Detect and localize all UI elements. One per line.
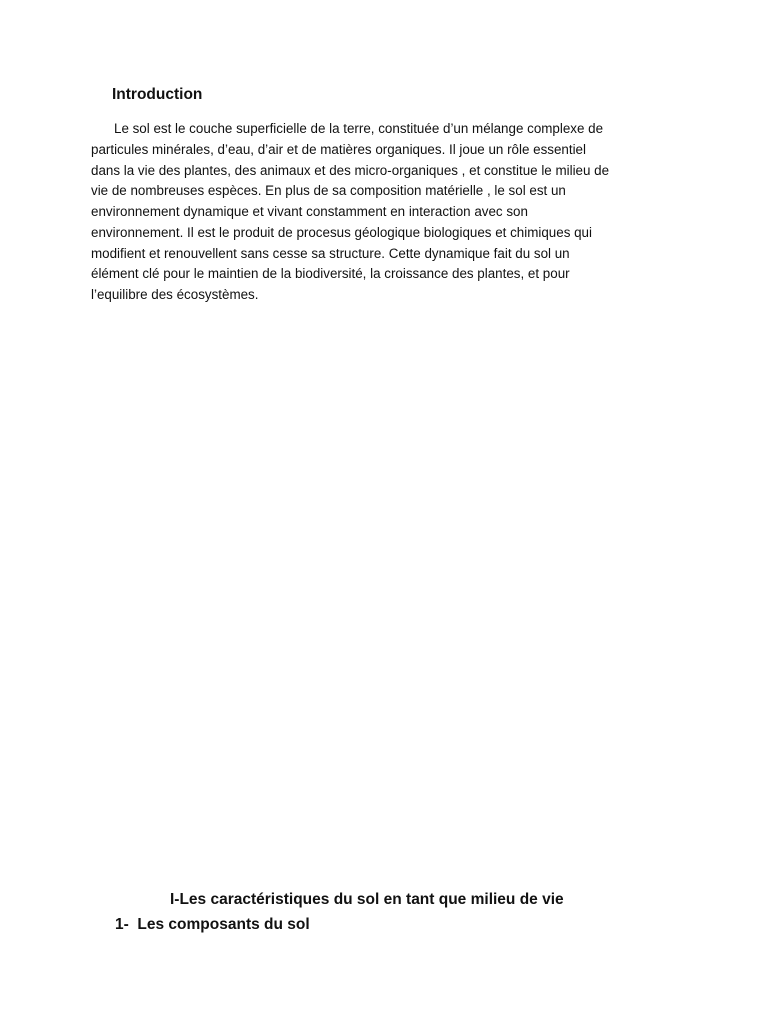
subsection-number: 1- (115, 916, 129, 933)
paragraph-line: l’equilibre des écosystèmes. (91, 287, 259, 302)
paragraph-line: élément clé pour le maintien de la biodiversité, la croissance des plantes, et pour (91, 266, 570, 282)
section-heading: I-Les caractéristiques du sol en tant que milieu de vie (170, 891, 564, 908)
paragraph-line: particules minérales, d’eau, d’air et de matières organiques. Il joue un rôle essentiel (91, 141, 586, 157)
paragraph-line: environnement dynamique et vivant constamment en interaction avec son (91, 204, 528, 219)
paragraph-line: dans la vie des plantes, des animaux et des micro-organiques , et constitue le milieu de (91, 162, 610, 178)
paragraph-line: Le sol est le couche superficielle de la terre, constituée d’un mélange complexe de (114, 121, 604, 136)
introduction-heading: Introduction (112, 86, 203, 103)
paragraph-line: modifient et renouvellent sans cesse sa structure. Cette dynamique fait du sol un (91, 245, 570, 261)
subsection-heading (115, 916, 310, 934)
paragraph-line: vie de nombreuses espèces. En plus de sa composition matérielle , le sol est un (91, 183, 566, 199)
subsection-title: Les composants du sol (137, 916, 310, 933)
paragraph-line: environnement. Il est le produit de procesus géologique biologiques et chimiques qui (91, 224, 592, 240)
introduction-paragraph (91, 119, 691, 306)
